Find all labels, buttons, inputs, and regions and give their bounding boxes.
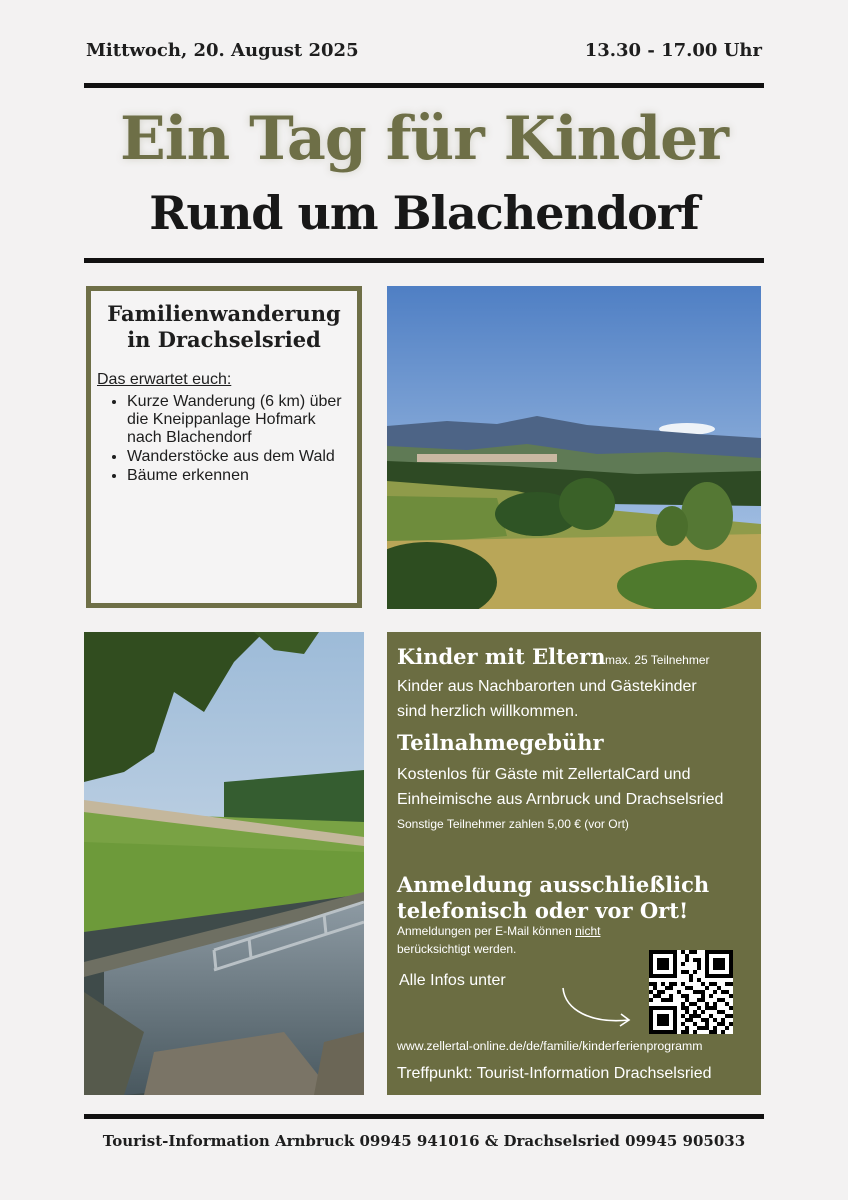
list-item: • Bäume erkennen [127, 467, 353, 485]
bottom-divider [84, 1114, 764, 1119]
meeting-point: Treffpunkt: Tourist-Information Drachselsried [397, 1065, 712, 1082]
hike-activity-list [91, 393, 353, 486]
list-item: • Wanderstöcke aus dem Wald [127, 448, 353, 466]
fee-note: Sonstige Teilnehmer zahlen 5,00 € (vor Ort) [397, 817, 629, 831]
email-note-text-2: berücksichtigt werden. [397, 942, 517, 956]
registration-heading [397, 872, 709, 924]
info-panel [387, 632, 761, 1095]
page-subtitle: Rund um Blachendorf [149, 186, 699, 240]
capacity-note: max. 25 Teilnehmer [605, 653, 710, 667]
registration-heading-line2: telefonisch oder vor Ort! [397, 898, 689, 923]
email-note-emphasis: nicht [575, 924, 601, 938]
kneipp-illustration [84, 632, 364, 1095]
list-item: • Kurze Wanderung (6 km) über die Kneippanlage Hofmark nach Blachendorf [127, 393, 353, 447]
title-divider [84, 258, 764, 263]
hike-title-line2: in Drachselsried [127, 327, 321, 352]
footer-contact: Tourist-Information Arnbruck 09945 941016 & Drachselsried 09945 905033 [102, 1132, 746, 1150]
top-divider [84, 83, 764, 88]
hike-title [91, 301, 357, 353]
welcome-text-line1: Kinder aus Nachbarorten und Gästekinder [397, 678, 697, 695]
welcome-text-line2: sind herzlich willkommen. [397, 703, 579, 720]
arrow-icon [557, 984, 637, 1032]
kneipp-pool-photo [84, 632, 364, 1095]
event-date: Mittwoch, 20. August 2025 [86, 40, 359, 61]
email-note-text: Anmeldungen per E-Mail können [397, 924, 576, 938]
kids-with-parents-heading: Kinder mit Eltern [397, 644, 606, 669]
qr-code-icon [649, 950, 733, 1034]
hike-title-line1: Familienwanderung [107, 301, 341, 326]
landscape-illustration [387, 286, 761, 609]
landscape-photo [387, 286, 761, 609]
website-link[interactable]: www.zellertal-online.de/de/familie/kinderferienprogramm [397, 1039, 703, 1053]
fee-text-line1: Kostenlos für Gäste mit ZellertalCard und [397, 766, 691, 783]
fee-heading: Teilnahmegebühr [397, 730, 604, 755]
registration-heading-line1: Anmeldung ausschließlich [397, 872, 710, 897]
email-note [397, 922, 667, 958]
hike-description-box [86, 286, 362, 608]
event-time: 13.30 - 17.00 Uhr [584, 40, 762, 61]
qr-code[interactable] [649, 950, 733, 1034]
infos-label: Alle Infos unter [399, 972, 506, 989]
hike-subtitle: Das erwartet euch: [97, 371, 232, 388]
page-title: Ein Tag für Kinder [120, 104, 728, 174]
fee-text-line2: Einheimische aus Arnbruck und Drachselsried [397, 791, 724, 808]
